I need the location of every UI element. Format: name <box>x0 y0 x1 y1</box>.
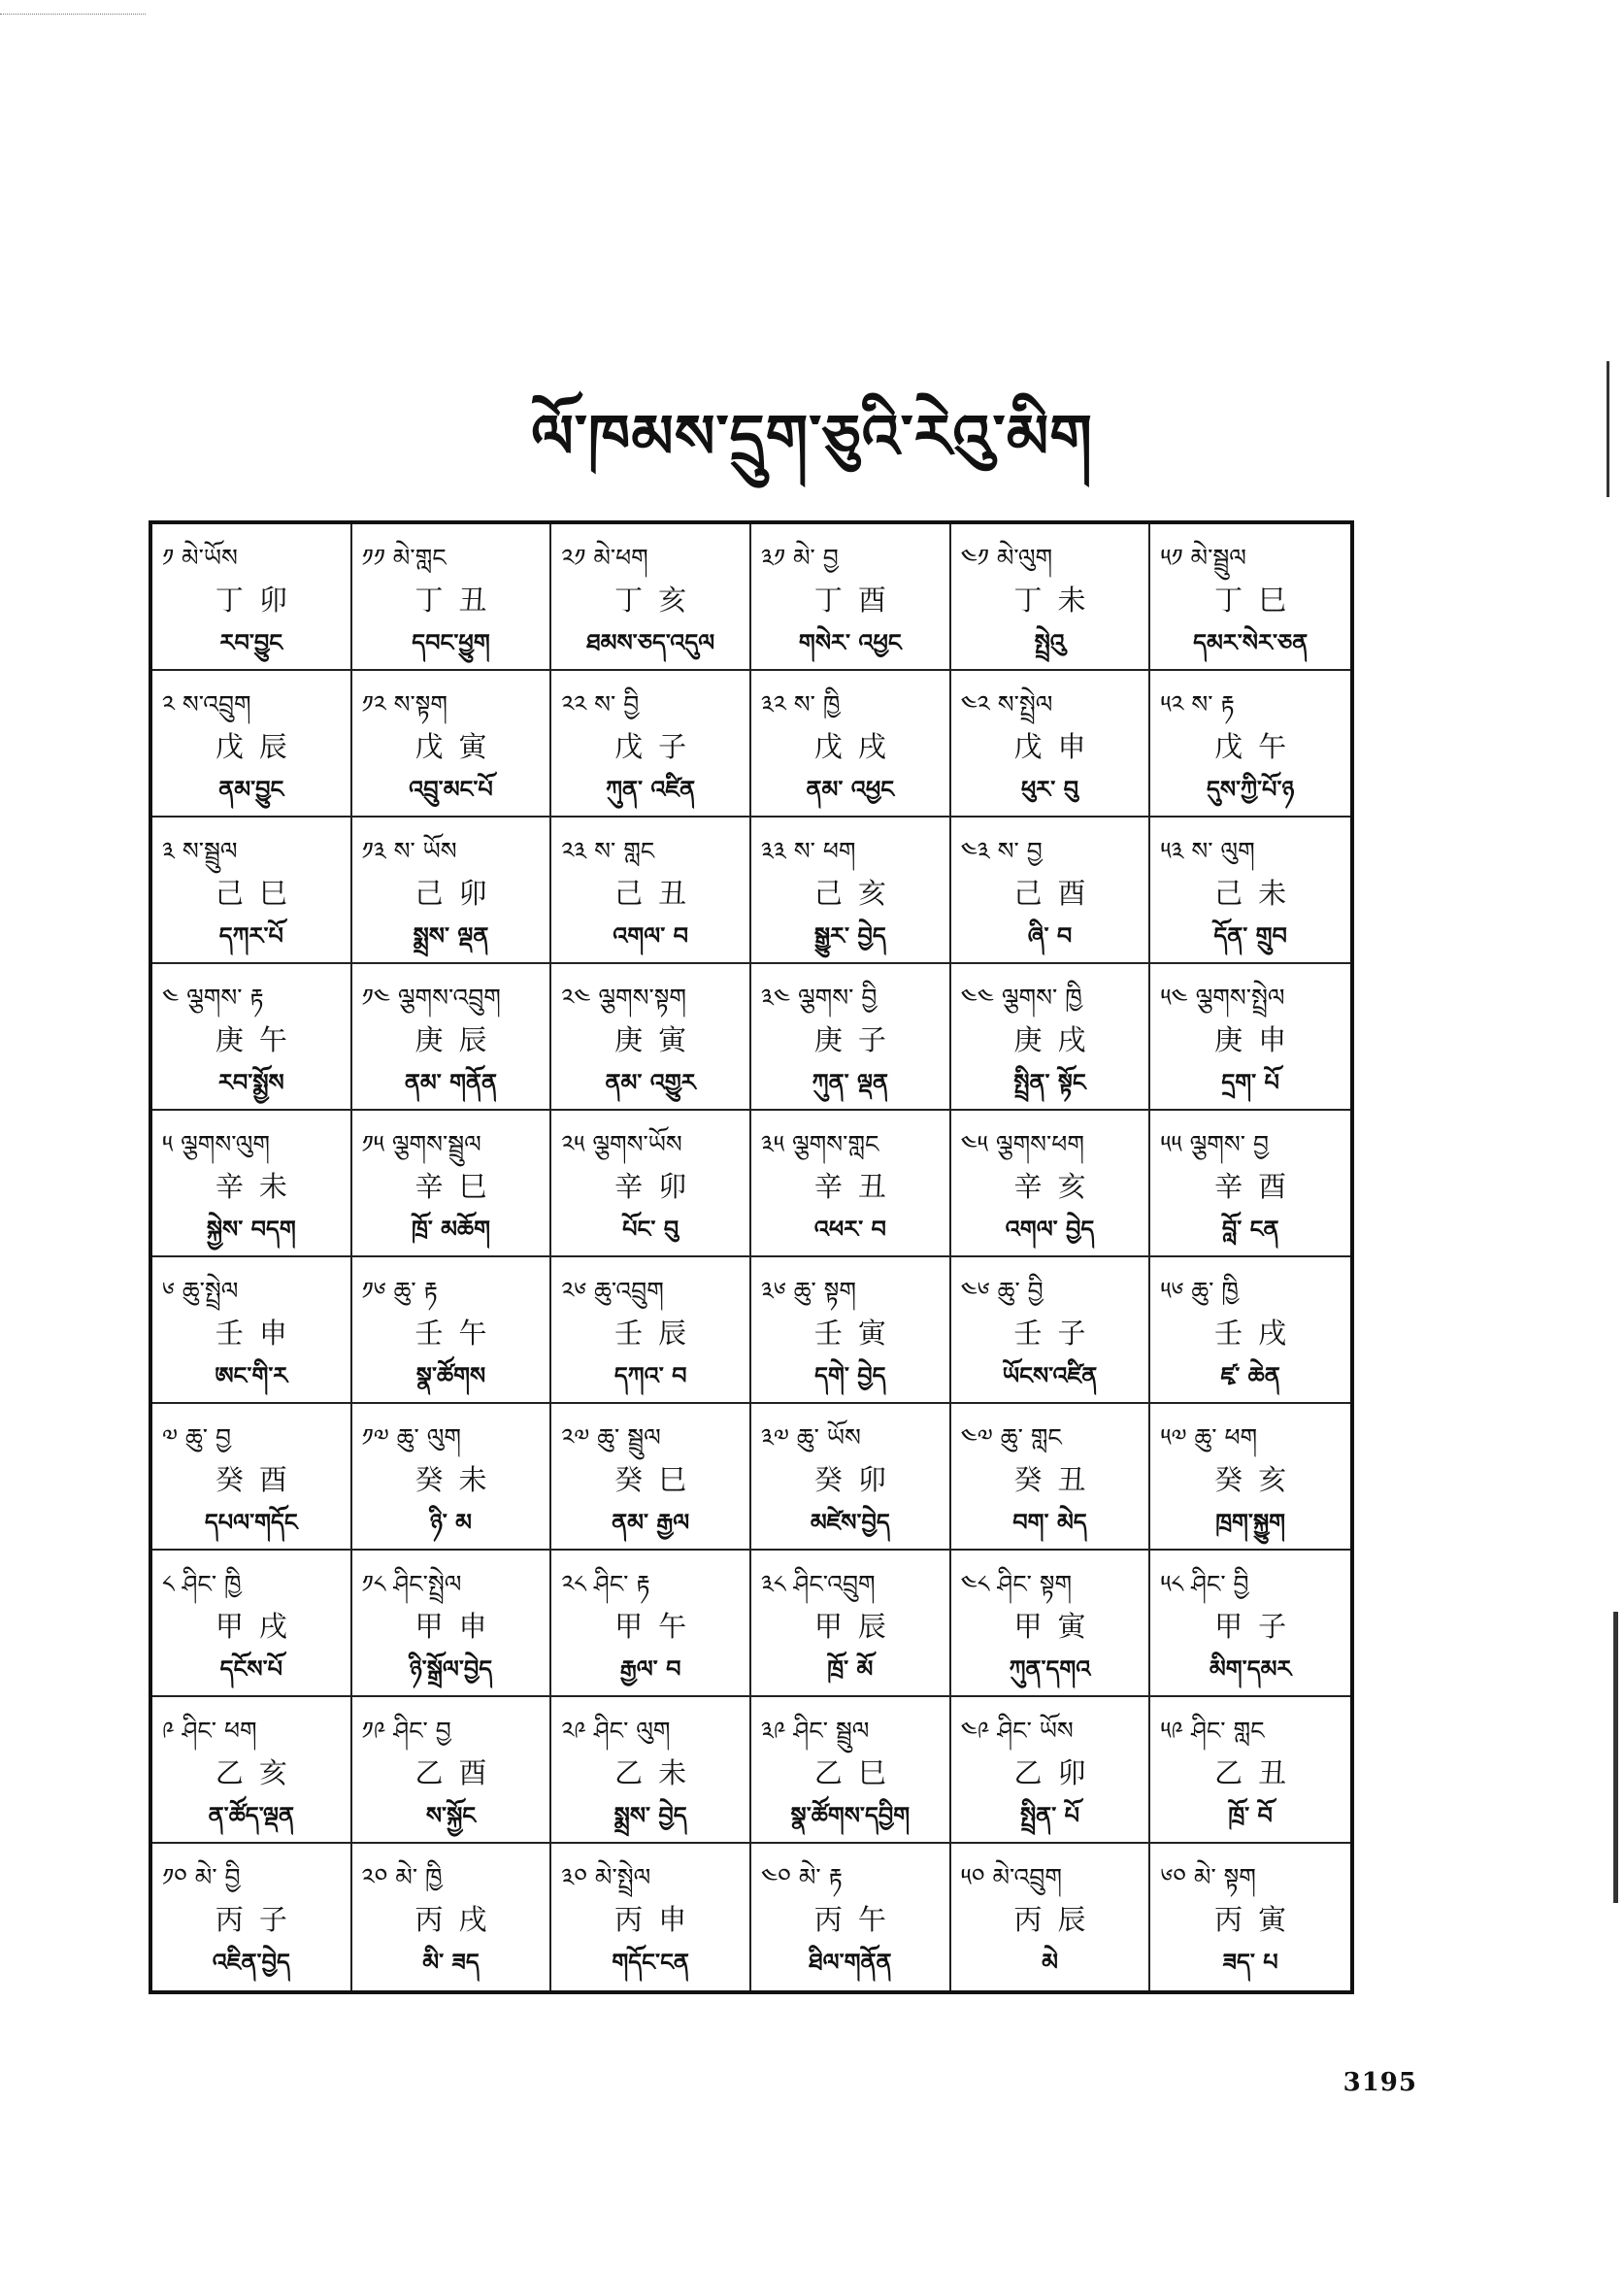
cell-chinese-cyclic-name: 戊申 <box>1013 730 1102 763</box>
cell-chinese-cyclic-name: 甲子 <box>1214 1610 1303 1643</box>
cell-tibetan-year-name: ནམ་ གནོན <box>404 1069 498 1096</box>
cell-chinese-cyclic-name: 甲戌 <box>215 1610 303 1643</box>
cell-year-heading: ༧ ཆུ་ བྱ <box>162 1423 231 1452</box>
cell-year-heading: ༢༡ མེ་ཕག <box>561 544 648 572</box>
cell-chinese-cyclic-name: 壬寅 <box>813 1317 902 1350</box>
cell-chinese-cyclic-name: 丙子 <box>215 1903 303 1936</box>
table-cell <box>152 1257 352 1404</box>
table-cell <box>551 1257 751 1404</box>
cell-year-heading: ༤༨ ཤིང་ སྟག <box>960 1570 1073 1598</box>
cell-tibetan-year-name: འཇིན་བྱེད <box>212 1949 290 1976</box>
cell-tibetan-year-name: ཁྲོ་ བོ <box>1228 1802 1273 1829</box>
cell-tibetan-year-name: གདོང་ངན <box>612 1949 689 1976</box>
cell-year-heading: ༡༨ ཤིང་སྤྲེལ <box>361 1570 462 1598</box>
cell-year-heading: ༣ ས་སྦྲུལ <box>162 837 238 865</box>
table-cell <box>951 524 1151 671</box>
cell-tibetan-year-name: ཁྲོ་ མོ <box>827 1655 874 1683</box>
table-cell <box>551 818 751 964</box>
cell-tibetan-year-name: ཞི་ བ <box>1027 922 1073 950</box>
cell-year-heading: ༣༣ ས་ ཕག <box>761 837 856 865</box>
cell-chinese-cyclic-name: 戊子 <box>614 730 703 763</box>
right-edge-bar <box>1613 1612 1618 1903</box>
cell-tibetan-year-name: ཨང་གི་ར <box>215 1362 288 1389</box>
cell-year-heading: ༩ ཤིང་ ཕག <box>162 1717 257 1745</box>
table-cell <box>551 1697 751 1844</box>
cell-year-heading: ༤ ལྕགས་ རྟ <box>162 984 264 1012</box>
table-cell <box>152 818 352 964</box>
cell-tibetan-year-name: མིག་དམར <box>1209 1655 1292 1683</box>
cell-chinese-cyclic-name: 丙寅 <box>1214 1903 1303 1936</box>
table-cell <box>551 964 751 1111</box>
cell-chinese-cyclic-name: 癸亥 <box>1214 1463 1303 1496</box>
cell-tibetan-year-name: ཁྲག་སྐྱུག <box>1215 1509 1286 1536</box>
cell-year-heading: ༡༤ ལྕགས་འབྲུག <box>361 984 501 1012</box>
table-cell <box>152 1551 352 1697</box>
cell-tibetan-year-name: པོང་ བུ <box>622 1216 679 1243</box>
cell-chinese-cyclic-name: 戊寅 <box>414 730 503 763</box>
table-cell <box>751 818 951 964</box>
cell-chinese-cyclic-name: 丁亥 <box>614 584 703 617</box>
table-cell <box>1150 1697 1350 1844</box>
table-cell <box>951 1697 1151 1844</box>
table-cell <box>1150 524 1350 671</box>
cell-year-heading: ༥༦ ཆུ་ ཁྱི <box>1160 1277 1239 1305</box>
table-cell <box>551 524 751 671</box>
table-cell <box>1150 1111 1350 1257</box>
cell-tibetan-year-name: སྤྲེའུ <box>1034 629 1066 656</box>
table-cell <box>1150 1257 1350 1404</box>
cell-chinese-cyclic-name: 戊辰 <box>215 730 303 763</box>
cell-chinese-cyclic-name: 癸酉 <box>215 1463 303 1496</box>
cell-year-heading: ༤༩ ཤིང་ ཡོས <box>960 1717 1074 1745</box>
table-cell <box>551 1844 751 1990</box>
table-cell <box>1150 1551 1350 1697</box>
cell-chinese-cyclic-name: 己未 <box>1214 877 1303 910</box>
cell-chinese-cyclic-name: 壬子 <box>1013 1317 1102 1350</box>
cell-chinese-cyclic-name: 甲申 <box>414 1610 503 1643</box>
cell-year-heading: ༡༥ ལྕགས་སྦྲུལ <box>361 1130 481 1158</box>
cell-year-heading: ༡༦ ཆུ་ རྟ <box>361 1277 438 1305</box>
cell-tibetan-year-name: དོན་ གྲུབ <box>1213 922 1287 950</box>
cell-chinese-cyclic-name: 壬午 <box>414 1317 503 1350</box>
table-cell <box>152 1111 352 1257</box>
cell-tibetan-year-name: ཛྭ་ ཆེན <box>1220 1362 1280 1389</box>
table-cell <box>352 1697 552 1844</box>
table-cell <box>751 1257 951 1404</box>
cell-chinese-cyclic-name: 辛未 <box>215 1170 303 1203</box>
cell-year-heading: ༢༩ ཤིང་ ལུག <box>561 1717 671 1745</box>
table-cell <box>551 671 751 818</box>
cell-year-heading: ༢༠ མེ་ ཁྱི <box>361 1863 443 1891</box>
cell-chinese-cyclic-name: 丁酉 <box>813 584 902 617</box>
cell-chinese-cyclic-name: 壬申 <box>215 1317 303 1350</box>
page-title: ལོ་ཁམས་དྲུག་ཅུའི་རེའུ་མིག <box>531 401 1093 472</box>
cell-year-heading: ༥༠ མེ་འབྲུག <box>960 1863 1062 1891</box>
cell-chinese-cyclic-name: 丁未 <box>1013 584 1102 617</box>
cell-chinese-cyclic-name: 己卯 <box>414 877 503 910</box>
cell-chinese-cyclic-name: 辛酉 <box>1214 1170 1303 1203</box>
cell-chinese-cyclic-name: 辛卯 <box>614 1170 703 1203</box>
cell-chinese-cyclic-name: 己丑 <box>614 877 703 910</box>
cell-tibetan-year-name: སྣ་ཚོགས <box>415 1362 486 1389</box>
cell-year-heading: ༥༧ ཆུ་ ཕག <box>1160 1423 1258 1452</box>
cell-tibetan-year-name: ཀུན་དགའ <box>1009 1655 1091 1683</box>
cell-chinese-cyclic-name: 癸巳 <box>614 1463 703 1496</box>
cell-tibetan-year-name: སྣ་ཚོགས་དབྱིག <box>790 1802 911 1829</box>
cell-chinese-cyclic-name: 乙酉 <box>414 1756 503 1789</box>
table-cell <box>951 1257 1151 1404</box>
table-cell <box>152 524 352 671</box>
cell-year-heading: ༢༣ ས་ གླང <box>561 837 655 865</box>
cell-chinese-cyclic-name: 丙申 <box>614 1903 703 1936</box>
table-cell <box>152 671 352 818</box>
cell-chinese-cyclic-name: 甲午 <box>614 1610 703 1643</box>
cell-chinese-cyclic-name: 乙巳 <box>813 1756 902 1789</box>
table-cell <box>352 1404 552 1551</box>
cell-year-heading: ༣༤ ལྕགས་ བྱི <box>761 984 878 1012</box>
cell-tibetan-year-name: ནམ་ རྒྱལ <box>612 1509 690 1536</box>
table-cell <box>352 671 552 818</box>
cell-tibetan-year-name: དགེ་ བྱེད <box>814 1362 886 1389</box>
cell-tibetan-year-name: གསེར་ འཕྱང <box>798 629 902 656</box>
cell-chinese-cyclic-name: 乙卯 <box>1013 1756 1102 1789</box>
cell-tibetan-year-name: ནམ་ འཕྱང <box>806 776 895 803</box>
cell-tibetan-year-name: ཐིལ་གནོན <box>809 1949 892 1976</box>
cell-tibetan-year-name: ནམ་བྱུང <box>218 776 284 803</box>
cell-tibetan-year-name: འཕར་ བ <box>813 1216 886 1243</box>
cell-tibetan-year-name: སྒྱུར་ བྱེད <box>813 922 886 950</box>
cell-year-heading: ༡༧ ཆུ་ ལུག <box>361 1423 461 1452</box>
cell-chinese-cyclic-name: 辛亥 <box>1013 1170 1102 1203</box>
cell-tibetan-year-name: འགལ་ བྱེད <box>1005 1216 1095 1243</box>
cell-tibetan-year-name: བག་ མེད <box>1012 1509 1087 1536</box>
cell-tibetan-year-name: དྲག་ པོ <box>1221 1069 1279 1096</box>
cell-tibetan-year-name: སྐྱེས་ བདག <box>206 1216 296 1243</box>
cell-year-heading: ༢༤ ལྕགས་སྟག <box>561 984 686 1012</box>
cell-year-heading: ༦༠ མེ་ སྟག <box>1160 1863 1256 1891</box>
table-cell <box>751 1111 951 1257</box>
table-cell <box>551 1551 751 1697</box>
top-edge-rule <box>0 14 146 15</box>
cell-year-heading: ༥༥ ལྕགས་ བྱ <box>1160 1130 1269 1158</box>
cell-tibetan-year-name: མེ <box>1042 1949 1058 1976</box>
cell-year-heading: ༥ ལྕགས་ལུག <box>162 1130 270 1158</box>
cell-tibetan-year-name: ཁྲོ་ མཆོག <box>411 1216 490 1243</box>
cell-tibetan-year-name: འབྲུ་མང་པོ <box>409 776 493 803</box>
cell-tibetan-year-name: དཀར་པོ <box>218 922 283 950</box>
cell-tibetan-year-name: ཉི་སྒྲོལ་བྱེད <box>409 1655 493 1683</box>
table-cell <box>951 1551 1151 1697</box>
table-cell <box>951 1844 1151 1990</box>
cell-year-heading: ༨ ཤིང་ ཁྱི <box>162 1570 242 1598</box>
table-cell <box>1150 1844 1350 1990</box>
cell-year-heading: ༤༣ ས་ བྱ <box>960 837 1043 865</box>
cell-tibetan-year-name: ས་སྐྱོང <box>425 1802 477 1829</box>
cell-year-heading: ༣༨ ཤིང་འབྲུག <box>761 1570 876 1598</box>
cell-tibetan-year-name: མཛེས་བྱེད <box>810 1509 890 1536</box>
cell-tibetan-year-name: རབ་སྨྱོས <box>217 1069 284 1096</box>
cell-year-heading: ༡ མེ་ཡོས <box>162 544 238 572</box>
cell-year-heading: ༢༥ ལྕགས་ཡོས <box>561 1130 682 1158</box>
cell-tibetan-year-name: དངོས་པོ <box>219 1655 283 1683</box>
cell-chinese-cyclic-name: 庚辰 <box>414 1023 503 1056</box>
cell-chinese-cyclic-name: 甲寅 <box>1013 1610 1102 1643</box>
cell-chinese-cyclic-name: 癸丑 <box>1013 1463 1102 1496</box>
cell-year-heading: ༥༣ ས་ ལུག <box>1160 837 1255 865</box>
table-cell <box>951 818 1151 964</box>
cell-tibetan-year-name: ཡོངས་འཛིན <box>1002 1362 1098 1389</box>
cell-tibetan-year-name: སྤྲིན་ པོ <box>1019 1802 1079 1829</box>
cell-chinese-cyclic-name: 乙未 <box>614 1756 703 1789</box>
cell-year-heading: ༣༩ ཤིང་ སྦྲུལ <box>761 1717 870 1745</box>
cell-year-heading: ༢༢ ས་ བྱི <box>561 690 640 718</box>
cell-year-heading: ༡༠ མེ་ བྱི <box>162 1863 241 1891</box>
cell-year-heading: ༥༤ ལྕགས་སྤྲེལ <box>1160 984 1285 1012</box>
cell-year-heading: ༢༨ ཤིང་ རྟ <box>561 1570 650 1598</box>
cell-year-heading: ༣༠ མེ་སྤྲེལ <box>561 1863 651 1891</box>
cell-year-heading: ༢༦ ཆུ་འབྲུག <box>561 1277 664 1305</box>
cell-tibetan-year-name: ཀུན་ ལྡན <box>812 1069 888 1096</box>
cell-tibetan-year-name: བློ་ ངན <box>1221 1216 1279 1243</box>
cell-chinese-cyclic-name: 壬戌 <box>1214 1317 1303 1350</box>
table-cell <box>152 1404 352 1551</box>
cell-year-heading: ༥༨ ཤིང་ བྱི <box>1160 1570 1249 1598</box>
table-cell <box>152 964 352 1111</box>
cell-chinese-cyclic-name: 壬辰 <box>614 1317 703 1350</box>
cell-tibetan-year-name: དམར་སེར་ཅན <box>1193 629 1309 656</box>
cell-chinese-cyclic-name: 癸未 <box>414 1463 503 1496</box>
table-cell <box>352 1111 552 1257</box>
cell-year-heading: ༤༦ ཆུ་ བྱི <box>960 1277 1044 1305</box>
cell-tibetan-year-name: ཉི་ མ <box>429 1509 473 1536</box>
table-cell <box>1150 964 1350 1111</box>
table-cell <box>951 964 1151 1111</box>
cell-tibetan-year-name: མི་ ཟད <box>422 1949 480 1976</box>
table-cell <box>152 1844 352 1990</box>
cell-year-heading: ༥༢ ས་ རྟ <box>1160 690 1235 718</box>
table-cell <box>352 524 552 671</box>
table-cell <box>751 524 951 671</box>
cell-tibetan-year-name: སྨྲས་ བྱེད <box>613 1802 687 1829</box>
cell-tibetan-year-name: དཀའ་ བ <box>613 1362 687 1389</box>
cell-year-heading: ༡༩ ཤིང་ བྱ <box>361 1717 451 1745</box>
cell-chinese-cyclic-name: 丁卯 <box>215 584 303 617</box>
cell-tibetan-year-name: ནམ་ འགྱུར <box>605 1069 696 1096</box>
table-cell <box>551 1111 751 1257</box>
cell-year-heading: ༥༡ མེ་སྦྲུལ <box>1160 544 1246 572</box>
table-cell <box>751 1844 951 1990</box>
table-cell <box>551 1404 751 1551</box>
cell-tibetan-year-name: དུས་ཀྱི་པོ་ཉ <box>1206 776 1295 803</box>
cell-year-heading: ༣༦ ཆུ་ སྟག <box>761 1277 856 1305</box>
cell-year-heading: ༤༧ ཆུ་ གླང <box>960 1423 1062 1452</box>
cell-year-heading: ༦ ཆུ་སྤྲེལ <box>162 1277 239 1305</box>
cell-chinese-cyclic-name: 丙戌 <box>414 1903 503 1936</box>
cell-year-heading: ༤༢ ས་སྤྲེལ <box>960 690 1053 718</box>
cell-tibetan-year-name: ཐམས་ཅད་འདུལ <box>586 629 715 656</box>
cell-chinese-cyclic-name: 辛巳 <box>414 1170 503 1203</box>
table-cell <box>352 1844 552 1990</box>
cell-year-heading: ༣༧ ཆུ་ ཡོས <box>761 1423 861 1452</box>
cell-year-heading: ༡༣ ས་ ཡོས <box>361 837 457 865</box>
table-cell <box>751 1551 951 1697</box>
cell-chinese-cyclic-name: 己亥 <box>813 877 902 910</box>
cell-chinese-cyclic-name: 庚申 <box>1214 1023 1303 1056</box>
cell-chinese-cyclic-name: 丁巳 <box>1214 584 1303 617</box>
table-cell <box>951 1111 1151 1257</box>
cell-chinese-cyclic-name: 丁丑 <box>414 584 503 617</box>
cell-chinese-cyclic-name: 庚子 <box>813 1023 902 1056</box>
cell-tibetan-year-name: ཀུན་ འཛིན <box>606 776 696 803</box>
cell-chinese-cyclic-name: 丙辰 <box>1013 1903 1102 1936</box>
cell-chinese-cyclic-name: 庚午 <box>215 1023 303 1056</box>
table-cell <box>352 1551 552 1697</box>
cell-year-heading: ༣༥ ལྕགས་གླང <box>761 1130 879 1158</box>
cell-year-heading: ༥༩ ཤིང་ གླང <box>1160 1717 1265 1745</box>
cell-chinese-cyclic-name: 乙亥 <box>215 1756 303 1789</box>
cell-tibetan-year-name: སྨྲས་ ལྡན <box>413 922 489 950</box>
cell-year-heading: ༢༧ ཆུ་ སྦྲུལ <box>561 1423 661 1452</box>
cell-tibetan-year-name: རབ་བྱུང <box>219 629 283 656</box>
table-cell <box>1150 1404 1350 1551</box>
table-cell <box>1150 818 1350 964</box>
cell-chinese-cyclic-name: 丙午 <box>813 1903 902 1936</box>
table-cell <box>751 1697 951 1844</box>
cell-tibetan-year-name: ཕུར་ བུ <box>1020 776 1079 803</box>
table-cell <box>751 1404 951 1551</box>
cell-year-heading: ༤༡ མེ་ལུག <box>960 544 1053 572</box>
cell-chinese-cyclic-name: 庚戌 <box>1013 1023 1102 1056</box>
table-cell <box>951 671 1151 818</box>
cell-tibetan-year-name: རྒྱལ་ བ <box>619 1655 681 1683</box>
cell-chinese-cyclic-name: 己巳 <box>215 877 303 910</box>
cell-chinese-cyclic-name: 乙丑 <box>1214 1756 1303 1789</box>
cell-tibetan-year-name: ཟད་ པ <box>1222 1949 1278 1976</box>
cell-tibetan-year-name: འགལ་ བ <box>613 922 689 950</box>
table-cell <box>152 1697 352 1844</box>
table-cell <box>352 818 552 964</box>
cell-year-heading: ༡༢ ས་སྟག <box>361 690 448 718</box>
cell-chinese-cyclic-name: 戊戌 <box>813 730 902 763</box>
cell-chinese-cyclic-name: 庚寅 <box>614 1023 703 1056</box>
table-cell <box>1150 671 1350 818</box>
sexagenary-table <box>149 520 1354 1994</box>
cell-year-heading: ༢ ས་འབྲུག <box>162 690 251 718</box>
cell-year-heading: ༡༡ མེ་གླང <box>361 544 447 572</box>
table-cell <box>751 964 951 1111</box>
cell-chinese-cyclic-name: 戊午 <box>1214 730 1303 763</box>
page-number: 3195 <box>1342 2068 1417 2097</box>
cell-chinese-cyclic-name: 甲辰 <box>813 1610 902 1643</box>
cell-year-heading: ༣༡ མེ་ བྱ <box>761 544 839 572</box>
cell-year-heading: ༣༢ ས་ ཁྱི <box>761 690 841 718</box>
table-cell <box>352 1257 552 1404</box>
cell-tibetan-year-name: ན་ཚོད་ལྡན <box>208 1802 294 1829</box>
cell-year-heading: ༤༥ ལྕགས་ཕག <box>960 1130 1084 1158</box>
cell-year-heading: ༤༤ ལྕགས་ ཁྱི <box>960 984 1082 1012</box>
cell-tibetan-year-name: སྤྲིན་ སྟོང <box>1013 1069 1086 1096</box>
cell-chinese-cyclic-name: 癸卯 <box>813 1463 902 1496</box>
table-cell <box>352 964 552 1111</box>
cell-chinese-cyclic-name: 己酉 <box>1013 877 1102 910</box>
cell-year-heading: ༤༠ མེ་ རྟ <box>761 1863 843 1891</box>
cell-chinese-cyclic-name: 辛丑 <box>813 1170 902 1203</box>
cell-tibetan-year-name: དཔལ་གདོང <box>204 1509 298 1536</box>
cell-tibetan-year-name: དབང་ཕྱུག <box>412 629 490 656</box>
table-cell <box>951 1404 1151 1551</box>
table-cell <box>751 671 951 818</box>
